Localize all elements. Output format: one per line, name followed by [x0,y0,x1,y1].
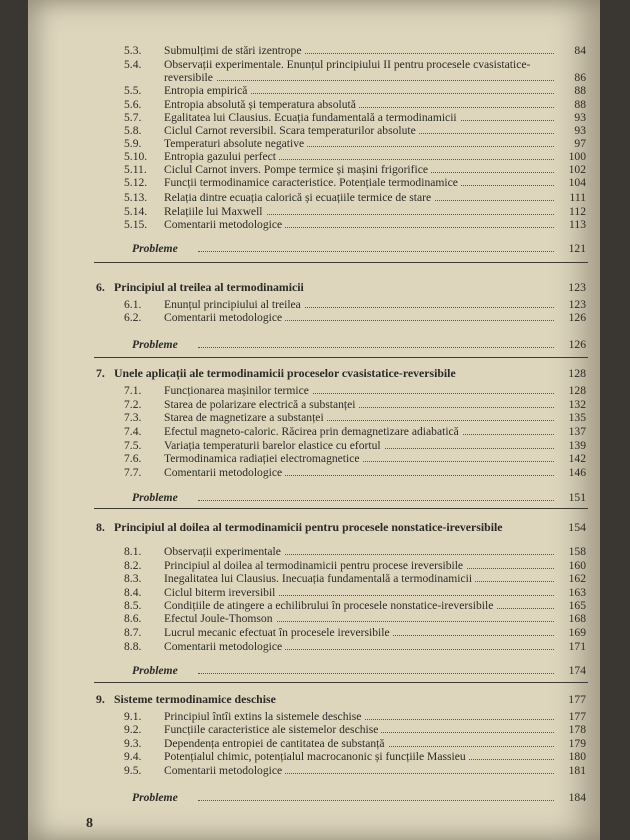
entry-number: 7.5. [124,439,142,452]
entry-title-text: Ciclul Carnot reversibil. Scara temperaturilor absolute [164,124,419,137]
entry-title [164,137,554,150]
entry-page-number: 88 [574,98,586,111]
entry-number: 8.7. [124,626,142,639]
entry-number: 5.10. [124,150,148,163]
chapter-title: Principiul al doilea al termodinamicii pentru procesele nonstatice-ireversibile [114,520,503,534]
entry-number: 5.6. [124,98,142,111]
entry-number: 7.6. [124,452,142,465]
entry-number: 8.2. [124,559,142,572]
chapter-page-number: 128 [568,366,586,380]
entry-number: 5.9. [124,137,142,150]
entry-title [164,98,554,111]
entry-title-text: Enunțul principiului al treilea [164,298,304,311]
entry-title-text: Starea de magnetizare a substanței [164,411,327,424]
entry-number: 8.5. [124,599,142,612]
entry-title [164,599,554,612]
book-page [28,0,600,840]
entry-title-text: Inegalitatea lui Clausius. Inecuația fundamentală a termodinamicii [164,572,475,585]
entry-title-text: Funcțiile caracteristice ale sistemelor deschise [164,723,381,736]
entry-title [164,411,554,424]
entry-title-text: Relațiile lui Maxwell [164,205,266,218]
entry-title [164,58,554,84]
entry-number: 9.5. [124,764,142,777]
entry-page-number: 158 [568,545,586,558]
entry-title-text: Principiul al doilea al termodinamicii pentru procese ireversibile [164,559,466,572]
chapter-page-number: 123 [568,280,586,294]
entry-page-number: 177 [568,710,586,723]
chapter-page-number: 177 [568,692,586,706]
entry-title-text: Starea de polarizare electrică a substanței [164,398,359,411]
problems-page-number: 151 [568,491,586,504]
chapter-number: 8. [96,520,105,534]
problems-label: Probleme [132,242,178,255]
chapter-number: 6. [96,280,105,294]
entry-title-text: Comentarii metodologice [164,764,285,777]
entry-number: 9.3. [124,737,142,750]
entry-title [164,44,554,57]
leader-dots [198,500,554,501]
entry-title [164,640,554,653]
entry-number: 7.3. [124,411,142,424]
entry-number: 5.11. [124,163,147,176]
entry-title [164,710,554,723]
entry-number: 6.1. [124,298,142,311]
entry-title [164,723,554,736]
entry-page-number: 137 [568,425,586,438]
entry-number: 9.4. [124,750,142,763]
entry-title-text: Funcții termodinamice caracteristice. Potențiale termodinamice [164,176,461,189]
entry-number: 5.8. [124,124,142,137]
entry-title [164,612,554,625]
entry-title [164,398,554,411]
section-divider [94,508,588,509]
entry-title-text: Potențialul chimic, potențialul macrocanonic și funcțiile Massieu [164,750,469,763]
entry-title [164,298,554,311]
chapter-page-number: 154 [568,520,586,534]
entry-number: 9.1. [124,710,142,723]
entry-number: 5.3. [124,44,142,57]
entry-title [164,737,554,750]
entry-page-number: 97 [574,137,586,150]
entry-number: 5.13. [124,191,148,204]
entry-title [164,750,554,763]
entry-title-text: Comentarii metodologice [164,311,285,324]
entry-title-text: Relația dintre ecuația calorică și ecuațiile termice de stare [164,191,434,204]
entry-number: 9.2. [124,723,142,736]
leader-dots [198,800,554,801]
entry-title-text: Egalitatea lui Clausius. Ecuația fundamentală a termodinamicii [164,111,460,124]
entry-title [164,205,554,218]
entry-number: 7.2. [124,398,142,411]
problems-label: Probleme [132,791,178,804]
entry-page-number: 135 [568,411,586,424]
entry-page-number: 132 [568,398,586,411]
section-divider [94,682,588,683]
problems-page-number: 174 [568,664,586,677]
leader-dots [198,673,554,674]
entry-title-text: Submulțimi de stări izentrope [164,44,305,57]
problems-label: Probleme [132,664,178,677]
entry-number: 8.1. [124,545,142,558]
entry-title-text: Entropia absolută și temperatura absolută [164,98,359,111]
entry-number: 7.4. [124,425,142,438]
entry-number: 5.7. [124,111,142,124]
entry-page-number: 139 [568,439,586,452]
entry-page-number: 93 [574,124,586,137]
entry-title-text: Principiul întîi extins la sistemele deschise [164,710,364,723]
entry-number: 8.4. [124,586,142,599]
problems-page-number: 184 [568,791,586,804]
entry-page-number: 181 [568,764,586,777]
entry-title-text: Entropia empirică [164,84,250,97]
entry-page-number: 169 [568,626,586,639]
entry-title [164,764,554,777]
entry-title [164,452,554,465]
entry-page-number: 86 [574,71,586,84]
entry-page-number: 163 [568,586,586,599]
entry-title [164,626,554,639]
entry-title-text: Ciclul biterm ireversibil [164,586,278,599]
entry-title [164,586,554,599]
entry-page-number: 126 [568,311,586,324]
leader-dots [198,347,554,348]
entry-title [164,218,554,231]
entry-page-number: 128 [568,384,586,397]
entry-title-text: Comentarii metodologice [164,640,285,653]
entry-page-number: 111 [569,191,586,204]
entry-page-number: 88 [574,84,586,97]
entry-page-number: 93 [574,111,586,124]
entry-page-number: 146 [568,466,586,479]
entry-title-text: Entropia gazului perfect [164,150,279,163]
entry-title-text: Ciclul Carnot invers. Pompe termice și mașini frigorifice [164,163,431,176]
problems-page-number: 121 [568,242,586,255]
entry-title-text: Funcționarea mașinilor termice [164,384,312,397]
entry-title-text: Dependența entropiei de cantitatea de substanță [164,737,388,750]
entry-title-text: Lucrul mecanic efectuat în procesele ireversibile [164,626,393,639]
entry-title [164,84,554,97]
entry-title-text: Efectul magneto-caloric. Răcirea prin demagnetizare adiabatică [164,425,462,438]
entry-title-text: Temperaturi absolute negative [164,137,307,150]
entry-title [164,559,554,572]
entry-page-number: 123 [568,298,586,311]
entry-title [164,191,554,204]
entry-title [164,124,554,137]
entry-page-number: 113 [569,218,586,231]
chapter-number: 9. [96,692,105,706]
entry-page-number: 142 [568,452,586,465]
entry-number: 5.12. [124,176,148,189]
entry-title [164,572,554,585]
entry-page-number: 179 [568,737,586,750]
entry-title-text: Comentarii metodologice [164,466,285,479]
entry-title [164,466,554,479]
problems-label: Probleme [132,338,178,351]
entry-title-text: Observații experimentale [164,545,284,558]
entry-title-text: Observații experimentale. Enunțul principiului II pentru procesele cvasistatice-reversibile [164,58,531,84]
entry-title [164,150,554,163]
entry-title-text: Variația temperaturii barelor elastice cu efortul [164,439,384,452]
entry-page-number: 168 [568,612,586,625]
chapter-title: Unele aplicații ale termodinamicii proceselor cvasistatice-reversibile [114,366,456,380]
entry-title [164,545,554,558]
entry-page-number: 112 [569,205,586,218]
entry-page-number: 84 [574,44,586,57]
entry-number: 8.6. [124,612,142,625]
entry-number: 7.7. [124,466,142,479]
entry-page-number: 162 [568,572,586,585]
entry-number: 7.1. [124,384,142,397]
entry-page-number: 180 [568,750,586,763]
entry-number: 5.15. [124,218,148,231]
entry-title [164,384,554,397]
entry-title [164,176,554,189]
chapter-title: Principiul al treilea al termodinamicii [114,280,304,294]
entry-title [164,111,554,124]
entry-title [164,425,554,438]
entry-number: 5.14. [124,205,148,218]
entry-title [164,311,554,324]
entry-page-number: 100 [568,150,586,163]
entry-page-number: 178 [568,723,586,736]
entry-number: 8.3. [124,572,142,585]
entry-title-text: Efectul Joule-Thomson [164,612,276,625]
entry-title [164,163,554,176]
entry-title-text: Condițiile de atingere a echilibrului în procesele nonstatice-ireversibile [164,599,496,612]
entry-number: 8.8. [124,640,142,653]
entry-number: 6.2. [124,311,142,324]
entry-page-number: 171 [568,640,586,653]
problems-label: Probleme [132,491,178,504]
chapter-title: Sisteme termodinamice deschise [114,692,276,706]
leader-dots [198,251,554,252]
entry-page-number: 160 [568,559,586,572]
entry-title-text: Termodinamica radiației electromagnetice [164,452,363,465]
entry-page-number: 104 [568,176,586,189]
chapter-number: 7. [96,366,105,380]
entry-title [164,439,554,452]
entry-page-number: 165 [568,599,586,612]
entry-number: 5.4. [124,58,142,71]
entry-page-number: 102 [568,163,586,176]
section-divider [94,357,588,358]
entry-number: 5.5. [124,84,142,97]
page-number: 8 [86,816,93,831]
entry-title-text: Comentarii metodologice [164,218,285,231]
section-divider [94,262,588,263]
problems-page-number: 126 [568,338,586,351]
